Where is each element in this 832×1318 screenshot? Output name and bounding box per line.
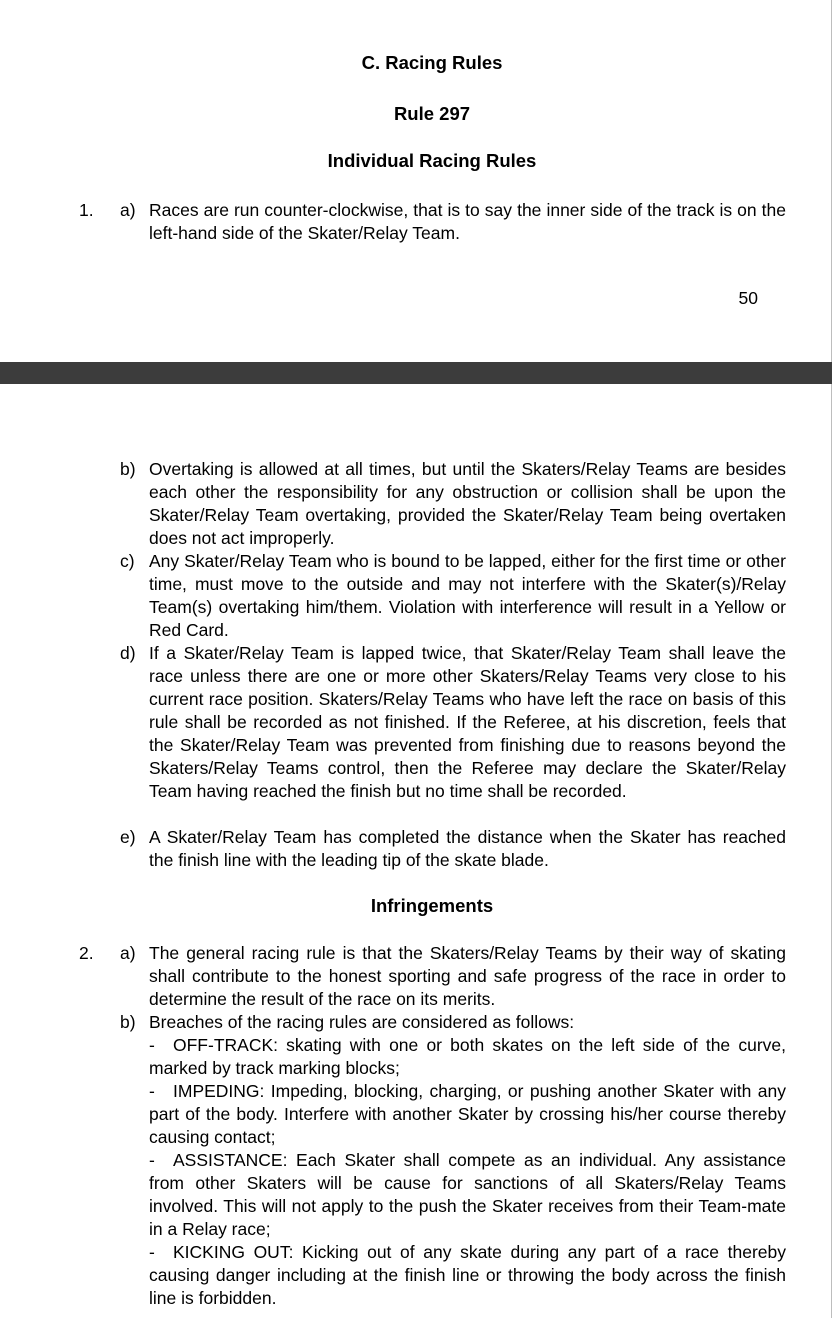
breach-impeding-dash: - [149, 1081, 155, 1101]
breach-assistance-dash: - [149, 1150, 155, 1170]
item-2a-label: a) [120, 943, 136, 963]
item-2b-label: b) [120, 1012, 136, 1032]
item-2b-text: Breaches of the racing rules are considered as follows: [149, 1012, 575, 1032]
item-1b-label: b) [120, 459, 136, 479]
item-1c [120, 550, 786, 642]
item-1a-label: a) [120, 200, 136, 220]
item-1e [120, 826, 786, 872]
item-1e-label: e) [120, 827, 136, 847]
breach-kicking-out-dash: - [149, 1242, 155, 1262]
breach-off-track-dash: - [149, 1035, 155, 1055]
breach-assistance [149, 1149, 786, 1241]
rule-title: Rule 297 [393, 103, 471, 124]
item-1a-text: Races are run counter-clockwise, that is to say the inner side of the track is on the left-hand side of the Skater/Relay Team. [149, 200, 786, 243]
item-1d-label: d) [120, 643, 136, 663]
breach-kicking-out [149, 1241, 786, 1310]
breach-off-track-text: OFF-TRACK: skating with one or both skates on the left side of the curve, marked by track marking blocks; [149, 1035, 786, 1078]
rule-subtitle: Individual Racing Rules [327, 150, 537, 171]
item-1c-text: Any Skater/Relay Team who is bound to be lapped, either for the first time or other time, must move to the outside and may not interfere with the Skater(s)/Relay Team(s) overtaking him/them. Violation with interference will result in a Yellow or Red Card. [149, 551, 786, 640]
item-2a [120, 942, 786, 1011]
section-title: C. Racing Rules [361, 52, 503, 73]
item-2b [120, 1011, 786, 1034]
item-2-number: 2. [79, 943, 94, 963]
item-1b [120, 458, 786, 550]
breach-impeding-text: IMPEDING: Impeding, blocking, charging, or pushing another Skater with any part of the body. Interfere with another Skater by crossing his/her course thereby causing contact; [149, 1081, 786, 1147]
breach-off-track [149, 1034, 786, 1080]
item-2a-text: The general racing rule is that the Skaters/Relay Teams by their way of skating shall contribute to the honest sporting and safe progress of the race in order to determine the result of the race on its merits. [149, 943, 786, 1009]
page-number: 50 [738, 288, 758, 308]
page-break-bar [0, 362, 832, 384]
infringements-heading: Infringements [370, 895, 494, 916]
breach-assistance-text: ASSISTANCE: Each Skater shall compete as an individual. Any assistance from other Skaters will be cause for sanctions of all Skaters/Relay Teams involved. This will not apply to the push the Skater receives from their Team-mate in a Relay race; [149, 1150, 786, 1239]
item-1d-text: If a Skater/Relay Team is lapped twice, that Skater/Relay Team shall leave the race unless there are one or more other Skaters/Relay Teams very close to his current race position. Skaters/Relay Teams who have left the race on basis of this rule shall be recorded as not finished. If the Referee, at his discretion, feels that the Skater/Relay Team was prevented from finishing due to reasons beyond the Skaters/Relay Teams control, then the Referee may declare the Skater/Relay Team having reached the finish but no time shall be recorded. [149, 643, 786, 801]
item-1a [120, 199, 786, 245]
breach-impeding [149, 1080, 786, 1149]
breach-kicking-out-text: KICKING OUT: Kicking out of any skate during any part of a race thereby causing danger including at the finish line or throwing the body across the finish line is forbidden. [149, 1242, 786, 1308]
item-1c-label: c) [120, 551, 135, 571]
item-1d [120, 642, 786, 803]
item-1b-text: Overtaking is allowed at all times, but until the Skaters/Relay Teams are besides each other the responsibility for any obstruction or collision shall be upon the Skater/Relay Team overtaking, provided the Skater/Relay Team being overtaken does not act improperly. [149, 459, 786, 548]
item-1e-text: A Skater/Relay Team has completed the distance when the Skater has reached the finish line with the leading tip of the skate blade. [149, 827, 786, 870]
item-1-number: 1. [79, 200, 94, 220]
